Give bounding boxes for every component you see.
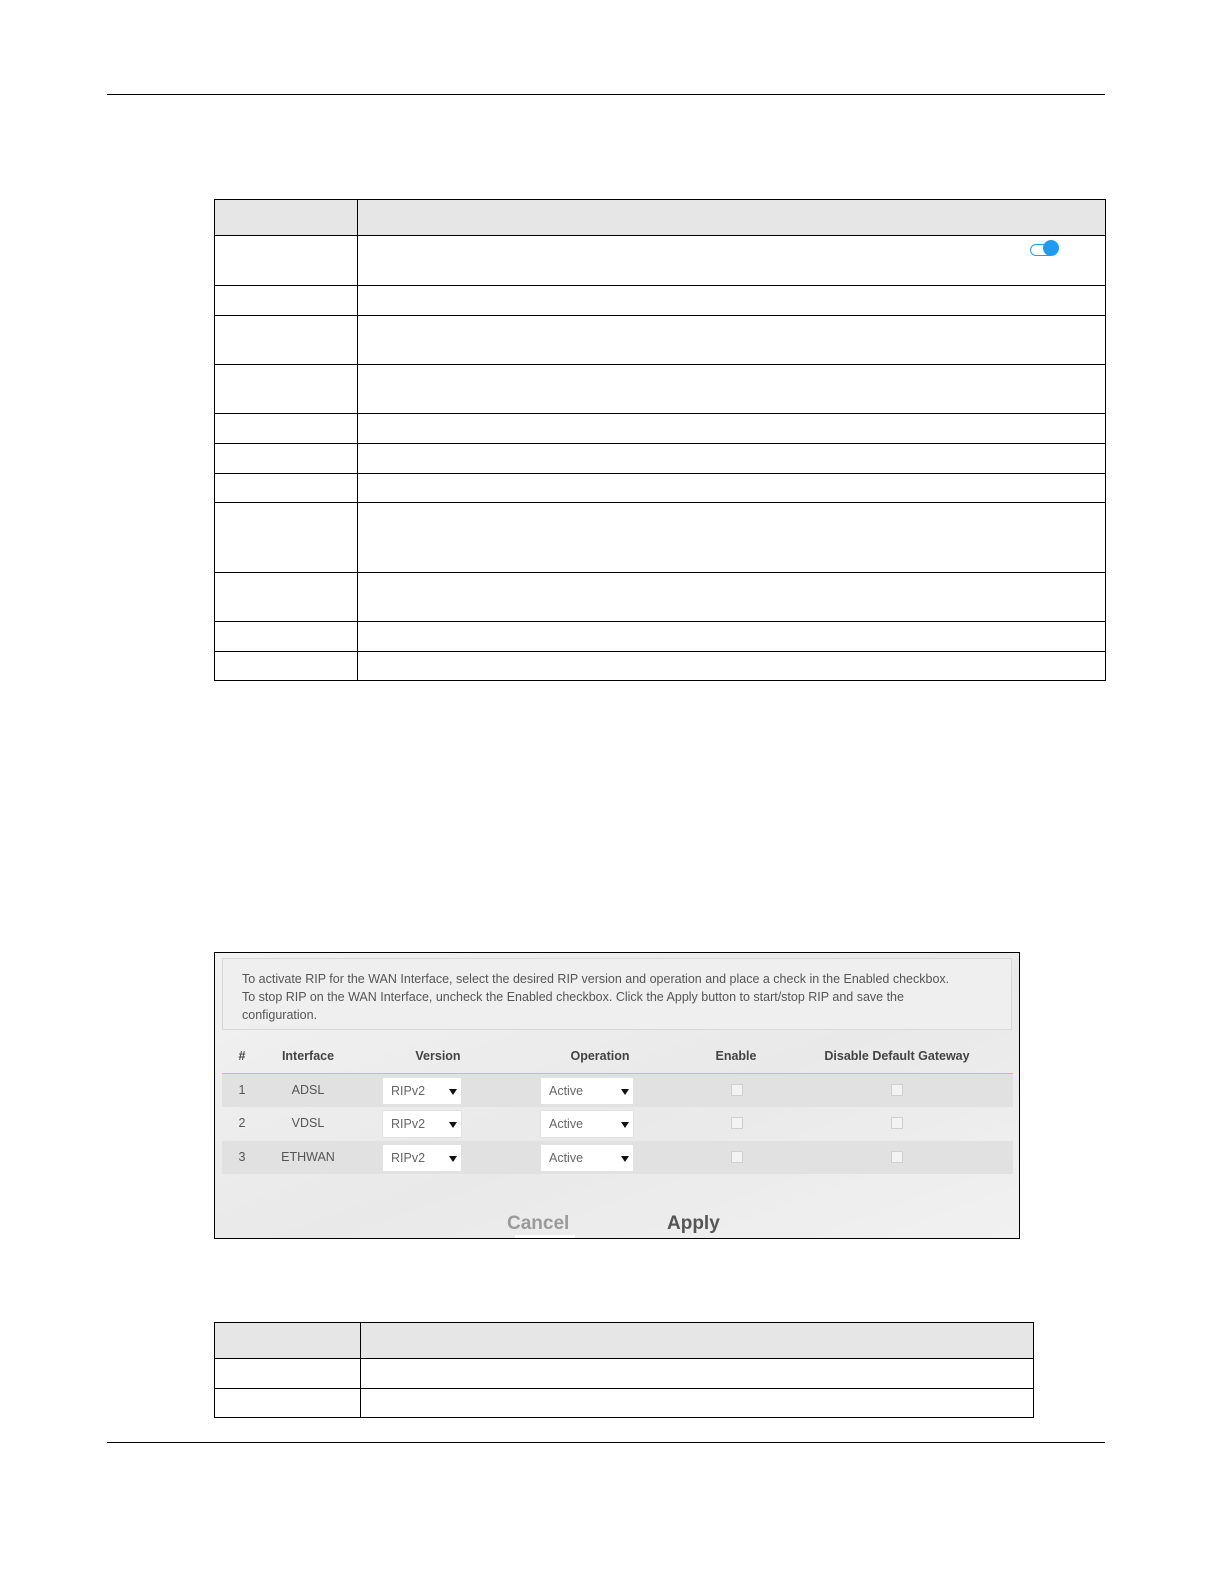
- operation-value: Active: [549, 1117, 584, 1131]
- disable-default-gateway-checkbox[interactable]: [891, 1117, 903, 1129]
- instructions-line: configuration.: [242, 1008, 318, 1022]
- table-row: [215, 622, 1106, 652]
- rip-row-ethwan: [222, 1141, 1013, 1174]
- table-header-row: [215, 1323, 1034, 1359]
- toggle-switch-icon: [1028, 240, 1060, 258]
- col-header-version: Version: [415, 1049, 461, 1063]
- dropdown-arrow-icon: [621, 1156, 629, 1162]
- col-header-disable-default-gateway: Disable Default Gateway: [824, 1049, 970, 1063]
- table-row: [215, 286, 1106, 316]
- cancel-underline: [515, 1235, 575, 1239]
- table-row: [215, 652, 1106, 681]
- operation-select[interactable]: [540, 1144, 634, 1172]
- interface-name: VDSL: [291, 1116, 325, 1130]
- apply-label: Apply: [667, 1213, 720, 1234]
- cancel-button[interactable]: [507, 1211, 569, 1237]
- rip-table-header: [222, 1049, 1013, 1075]
- version-select[interactable]: [382, 1110, 462, 1138]
- dropdown-arrow-icon: [449, 1122, 457, 1128]
- table-row: [215, 316, 1106, 365]
- row-number: 3: [238, 1150, 246, 1164]
- table-row: [215, 474, 1106, 503]
- col-header-number: #: [238, 1049, 246, 1063]
- version-value: RIPv2: [391, 1117, 426, 1131]
- rip-screenshot: [214, 952, 1020, 1239]
- cancel-label: Cancel: [507, 1213, 570, 1234]
- rip-row-adsl: [222, 1074, 1013, 1107]
- rip-row-vdsl: [222, 1107, 1013, 1140]
- version-value: RIPv2: [391, 1084, 426, 1098]
- interface-name: ADSL: [291, 1083, 325, 1097]
- table-row: [215, 365, 1106, 414]
- version-value: RIPv2: [391, 1151, 426, 1165]
- dropdown-arrow-icon: [449, 1156, 457, 1162]
- col-header-operation: Operation: [570, 1049, 630, 1063]
- description-table: [214, 199, 1106, 681]
- dropdown-arrow-icon: [449, 1089, 457, 1095]
- table-row: [215, 444, 1106, 474]
- table-row: [215, 1389, 1034, 1418]
- toggle-knob: [1043, 240, 1059, 256]
- enable-checkbox[interactable]: [731, 1151, 743, 1163]
- operation-value: Active: [549, 1151, 584, 1165]
- table-row: [215, 503, 1106, 573]
- dropdown-arrow-icon: [621, 1122, 629, 1128]
- disable-default-gateway-checkbox[interactable]: [891, 1084, 903, 1096]
- version-select[interactable]: [382, 1144, 462, 1172]
- col-header-interface: Interface: [281, 1049, 335, 1063]
- instructions-note: [222, 958, 1012, 1030]
- field-table: [214, 1322, 1034, 1418]
- operation-value: Active: [549, 1084, 584, 1098]
- apply-button[interactable]: [667, 1211, 720, 1237]
- table-header-row: [215, 200, 1106, 236]
- footer-rule: [107, 1442, 1105, 1443]
- header-rule: [107, 94, 1105, 95]
- row-number: 2: [238, 1116, 246, 1130]
- col-header-enable: Enable: [715, 1049, 757, 1063]
- table-row: [215, 414, 1106, 444]
- operation-select[interactable]: [540, 1110, 634, 1138]
- instructions-line: To activate RIP for the WAN Interface, select the desired RIP version and operation and place a check in the Enabled checkbox.: [242, 972, 950, 986]
- interface-name: ETHWAN: [281, 1150, 335, 1164]
- instructions-line: To stop RIP on the WAN Interface, uncheck the Enabled checkbox. Click the Apply button to start/stop RIP and save the: [242, 990, 904, 1004]
- dropdown-arrow-icon: [621, 1089, 629, 1095]
- disable-default-gateway-checkbox[interactable]: [891, 1151, 903, 1163]
- enable-checkbox[interactable]: [731, 1084, 743, 1096]
- table-row: [215, 573, 1106, 622]
- row-number: 1: [238, 1083, 246, 1097]
- table-row: [215, 1359, 1034, 1389]
- enable-checkbox[interactable]: [731, 1117, 743, 1129]
- operation-select[interactable]: [540, 1077, 634, 1105]
- version-select[interactable]: [382, 1077, 462, 1105]
- table-row: [215, 236, 1106, 286]
